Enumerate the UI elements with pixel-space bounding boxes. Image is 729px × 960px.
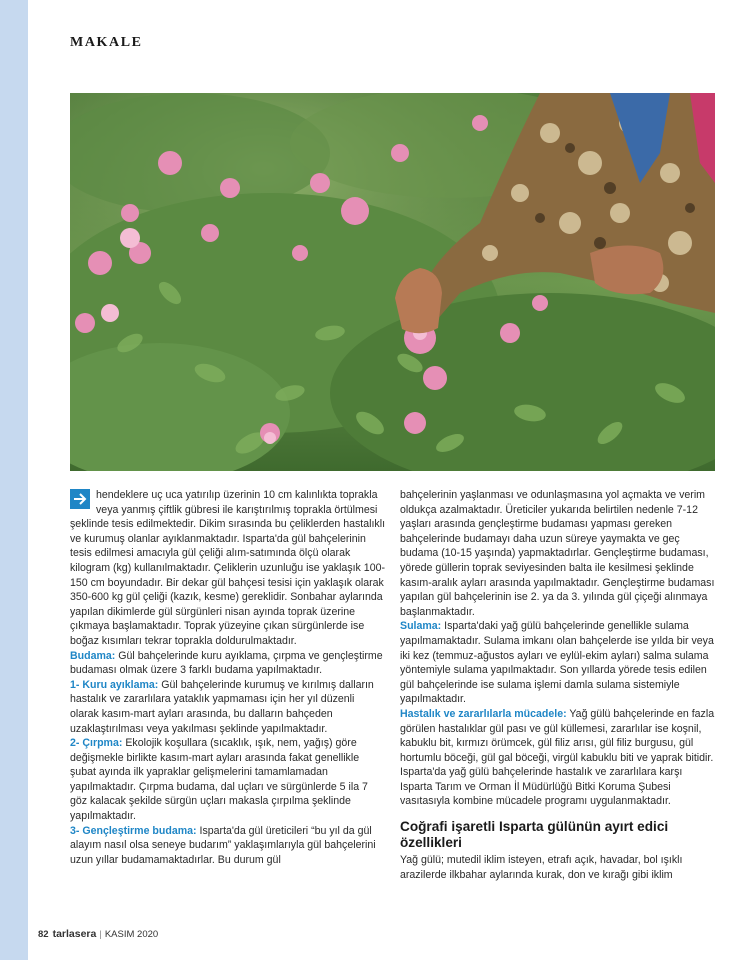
- genclestirme-heading: 3- Gençleştirme budama:: [70, 824, 197, 837]
- section-subheading: Coğrafi işaretli Isparta gülünün ayırt edici özellikleri: [400, 819, 669, 851]
- sulama-paragraph: Sulama: Isparta'daki yağ gülü bahçelerinde genellikle sulama yapılmamaktadır. Sulama imkanı olan bahçelerde ise yılda bir veya iki kez (temmuz-ağustos ayları ve eylül-ekim ayları) salma sulama yöntemiyle sulama yapılmaktadır. Son yıllarda yörede tesis edilen gül bahçelerinde ise sulama işlemi damla sulama sistemiyle yapılmaktadır.: [400, 620, 714, 706]
- continuation-paragraph: bahçelerinin yaşlanması ve odunlaşmasına yol açmakta ve verim oldukça azalmaktadır. Üreticiler yukarıda belirtilen nedenle 7-12 yaşları arasında gençleştirme budaması yapması gereken bahçelerinde budamayı daha uzun süreye yaymakta ve geç budama (10-15 yaşında) yapmaktadırlar. Gençleştirme budaması, yörede güllerin toprak seviyesinden balta ile kesilmesi şeklinde kasım-aralık ayları arasında yapılmaktadır. Gençleştirme budaması yapılan gül bahçelerinin ise 2. ya da 3. yılında gül çiçeği alınmaya başlanmaktadır.: [400, 489, 715, 618]
- article-photo-rose-harvest: [70, 93, 715, 471]
- page-footer: [38, 928, 158, 940]
- intro-paragraph: hendeklere uç uca yatırılıp üzerinin 10 cm kalınlıkta toprakla veya yanmış çiftlik gübresi ile karıştırılmış toprakla örtülmesi şeklinde tesis edilmektedir. Dikim sırasında bu çeliklerden hastalıklı ve kurumuş olanlar ayıklanmaktadır. Isparta'da gül bahçelerinin tesis edilmesi amacıyla gül çeliği alım-satımında ölçü olarak kilogram (kg) kullanılmaktadır. Çeliklerin uzunluğu ise yaklaşık 100-150 cm boyundadır. Bir dekar gül bahçesi tesisi için yaklaşık olarak 350-600 kg gül çeliği (kazık, kesme) gereklidir. Sonbahar aylarında yapılan dikimlerde gül sürgünleri nisan ayında toprak üzerine çıkmaya başlamaktadır. Toprak yüzeyine çıkan sürgünlerde ise boğaz kısımları tekrar toprakla doldurulmaktadır.: [70, 489, 386, 647]
- side-color-strip: [0, 0, 28, 960]
- cirpma-heading: 2- Çırpma:: [70, 737, 123, 750]
- footer-separator: |: [99, 929, 102, 940]
- genclestirme-paragraph: 3- Gençleştirme budama: Isparta'da gül üreticileri “bu yıl da gül alayım nasıl olsa seneye budarım” yaklaşımlarıyla gül bahçelerini uzun yıllar budamamaktadırlar. Bu durum gül: [70, 824, 376, 866]
- continue-arrow-icon: [70, 489, 90, 509]
- closing-paragraph: Yağ gülü; mutedil iklim isteyen, etrafı açık, havadar, bol ışıklı arazilerde ilkbahar aylarında kurak, don ve kırağı gibi iklim: [400, 854, 683, 881]
- magazine-brand: tarlasera: [52, 928, 97, 940]
- issue-date: KASIM 2020: [104, 929, 159, 940]
- budama-paragraph: Budama: Gül bahçelerinde kuru ayıklama, çırpma ve gençleştirme budaması olmak üzere 3 farklı budama yapılmaktadır.: [70, 649, 383, 677]
- hastalik-paragraph: Hastalık ve zararlılarla mücadele: Yağ gülü bahçelerinde en fazla görülen hastalıklar gül pası ve gül küllemesi, zararlılar ise koşnil, kabuklu bit, kırmızı örümcek, gül filiz arısı, gül filiz burgusu, gül hortumlu böceği, gül gal böceği, virgül kabuklu biti ve yaprak bitidir. Isparta'da yağ gülü bahçelerinde hastalık ve zararlılara karşı Isparta Tarım ve Orman İl Müdürlüğü Bitki Koruma Şubesi vasıtasıyla kombine mücadele programı uygulanmaktadır.: [400, 707, 715, 808]
- kuru-ayiklama-paragraph: 1- Kuru ayıklama: Gül bahçelerinde kurumuş ve kırılmış dalların hastalık ve zararlılara yataklık yapmaması için her yıl düzenli olarak kasım-mart ayları arasında, bu dalların bahçeden uzaklaştırılması veya yakılması şeklinde yapılmaktadır.: [70, 678, 374, 735]
- budama-heading: Budama:: [70, 649, 116, 662]
- section-label: MAKALE: [70, 35, 143, 50]
- sulama-heading: Sulama:: [400, 620, 442, 633]
- article-column-left: [70, 488, 386, 867]
- article-column-right: [400, 488, 716, 882]
- cirpma-paragraph: 2- Çırpma: Ekolojik koşullara (sıcaklık, ışık, nem, yağış) göre değişmekle birlikte kasım-mart ayları arasında fakat genellikle şubat ayında ilk yapraklar gelişmelerini tamamlamadan yapılmaktadır. Çırpma budama, dal uçları ve sürgünlerde 5 ila 7 göz kalacak şekilde sürgün uçları makasla çırpılma şeklinde yapılmaktadır.: [70, 737, 368, 823]
- page-number: 82: [38, 929, 49, 940]
- hastalik-heading: Hastalık ve zararlılarla mücadele:: [400, 707, 567, 720]
- kuru-ayiklama-heading: 1- Kuru ayıklama:: [70, 678, 159, 691]
